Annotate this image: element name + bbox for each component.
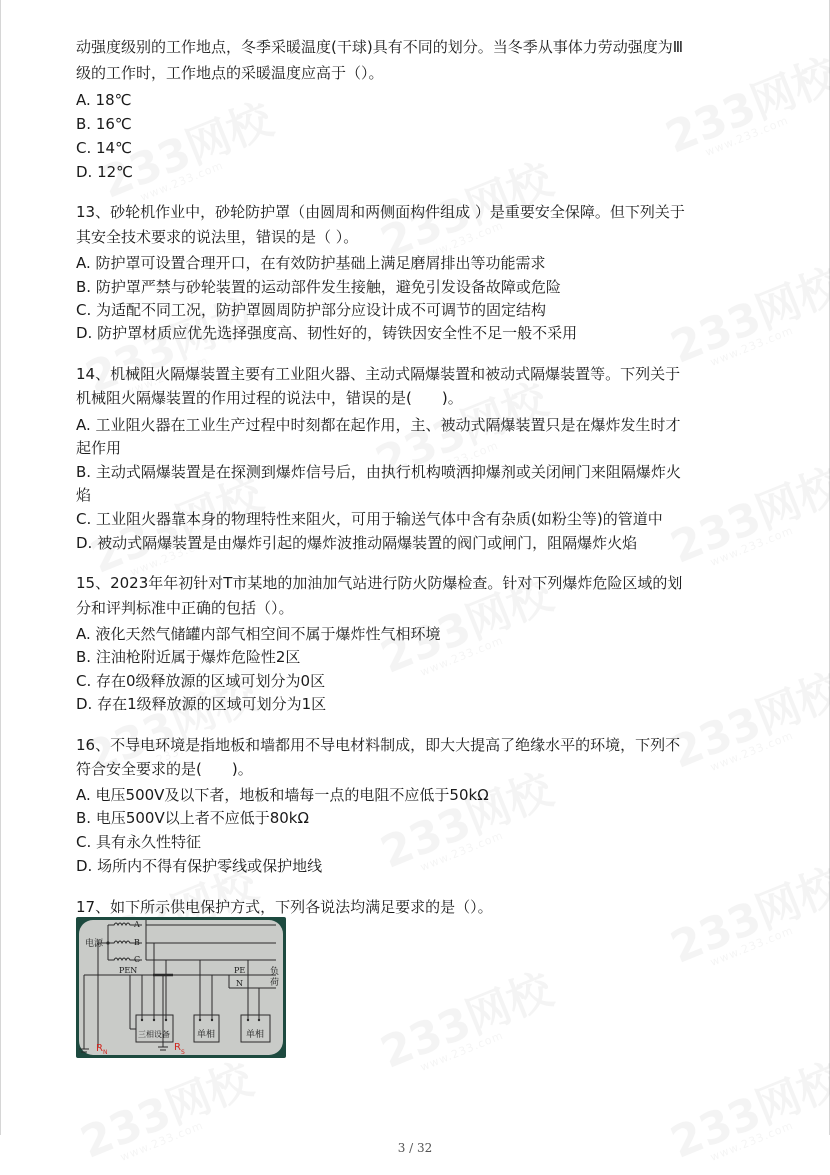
label-single-phase-2: 单相 [246, 1030, 265, 1040]
label-phase-a: A [134, 920, 140, 929]
label-pe: PE [234, 966, 246, 975]
label-load-1: 负 [270, 967, 280, 977]
question-stem-line: 机械阻火隔爆装置的作用过程的说法中，错误的是( )。 [76, 389, 463, 407]
option-a: A. 防护罩可设置合理开口，在有效防护基础上满足磨屑排出等功能需求 [76, 254, 546, 272]
question-stem-line: 16、不导电环境是指地板和墙都用不导电材料制成，即大大提高了绝缘水平的环境，下列不 [76, 736, 681, 754]
question-stem-line: 动强度级别的工作地点，冬季采暖温度(干球)具有不同的划分。当冬季从事体力劳动强度为Ⅲ [76, 38, 684, 56]
option-d: D. 防护罩材质应优先选择强度高、韧性好的，铸铁因安全性不足一般不采用 [76, 324, 578, 342]
option-b: B. 主动式隔爆装置是在探测到爆炸信号后，由执行机构喷洒抑爆剂或关闭闸门来阻隔爆炸火 [76, 463, 681, 481]
label-n: N [236, 979, 243, 988]
label-rs: R [174, 1042, 181, 1053]
option-a: A. 液化天然气储罐内部气相空间不属于爆炸性气相环境 [76, 625, 441, 643]
option-d: D. 场所内不得有保护零线或保护地线 [76, 857, 323, 875]
question-stem-line: 其安全技术要求的说法里，错误的是（ ）。 [76, 228, 359, 246]
label-rn: R [96, 1043, 103, 1054]
question-stem-line: 分和评判标准中正确的包括（）。 [76, 599, 294, 617]
option-b-continued: 焰 [76, 486, 92, 504]
label-pen: PEN [119, 966, 138, 975]
page-indicator: 3 / 32 [397, 1141, 433, 1155]
label-rs-subscript: S [181, 1049, 185, 1056]
watermark [660, 849, 830, 980]
watermark [70, 1044, 263, 1175]
option-d: D. 被动式隔爆装置是由爆炸引起的爆炸波推动隔爆装置的阀门或闸门，阻隔爆炸火焰 [76, 534, 638, 552]
option-c: C. 14℃ [76, 139, 132, 157]
watermark [655, 39, 830, 170]
option-d: D. 12℃ [76, 163, 134, 181]
option-b: B. 电压500V以上者不应低于80kΩ [76, 809, 309, 827]
watermark [660, 1044, 830, 1175]
label-load-2: 荷 [270, 978, 280, 988]
watermark [660, 654, 830, 785]
label-single-phase-1: 单相 [197, 1030, 216, 1040]
option-b: B. 注油枪附近属于爆炸危险性2区 [76, 648, 301, 666]
question-stem-line: 13、砂轮机作业中，砂轮防护罩（由圆周和两侧面构件组成 ）是重要安全保障。但下列关于 [76, 203, 685, 221]
option-a: A. 电压500V及以下者，地板和墙每一点的电阻不应低于50kΩ [76, 786, 489, 804]
power-supply-diagram [76, 917, 286, 1058]
option-c: C. 存在0级释放源的区域可划分为0区 [76, 672, 326, 690]
label-source: 电源 [85, 939, 104, 949]
question-stem-line: 15、2023年年初针对T市某地的加油加气站进行防火防爆检查。针对下列爆炸危险区域的划 [76, 574, 683, 592]
label-three-phase-device: 三相设备 [138, 1030, 170, 1039]
question-stem-line: 17、如下所示供电保护方式，下列各说法均满足要求的是（）。 [76, 898, 493, 916]
label-phase-b: B [134, 938, 140, 947]
option-b: B. 16℃ [76, 115, 132, 133]
option-a: A. 18℃ [76, 91, 132, 109]
option-a-continued: 起作用 [76, 439, 122, 457]
watermark [660, 249, 830, 380]
label-rn-subscript: N [103, 1049, 108, 1056]
option-c: C. 为适配不同工况，防护罩圆周防护部分应设计成不可调节的固定结构 [76, 301, 547, 319]
option-b: B. 防护罩严禁与砂轮装置的运动部件发生接触，避免引发设备故障或危险 [76, 278, 561, 296]
watermark [370, 754, 563, 885]
question-stem-line: 符合安全要求的是( )。 [76, 760, 253, 778]
option-a: A. 工业阻火器在工业生产过程中时刻都在起作用，主、被动式隔爆装置只是在爆炸发生时才 [76, 416, 681, 434]
option-c: C. 工业阻火器靠本身的物理特性来阻火，可用于输送气体中含有杂质(如粉尘等)的管道中 [76, 510, 663, 528]
watermark [660, 449, 830, 580]
question-stem-line: 14、机械阻火隔爆装置主要有工业阻火器、主动式隔爆装置和被动式隔爆装置等。下列关于 [76, 365, 681, 383]
option-c: C. 具有永久性特征 [76, 833, 202, 851]
question-stem-line: 级的工作时，工作地点的采暖温度应高于（）。 [76, 64, 384, 82]
option-d: D. 存在1级释放源的区域可划分为1区 [76, 695, 327, 713]
watermark [370, 954, 563, 1085]
label-phase-c: C [134, 955, 141, 964]
